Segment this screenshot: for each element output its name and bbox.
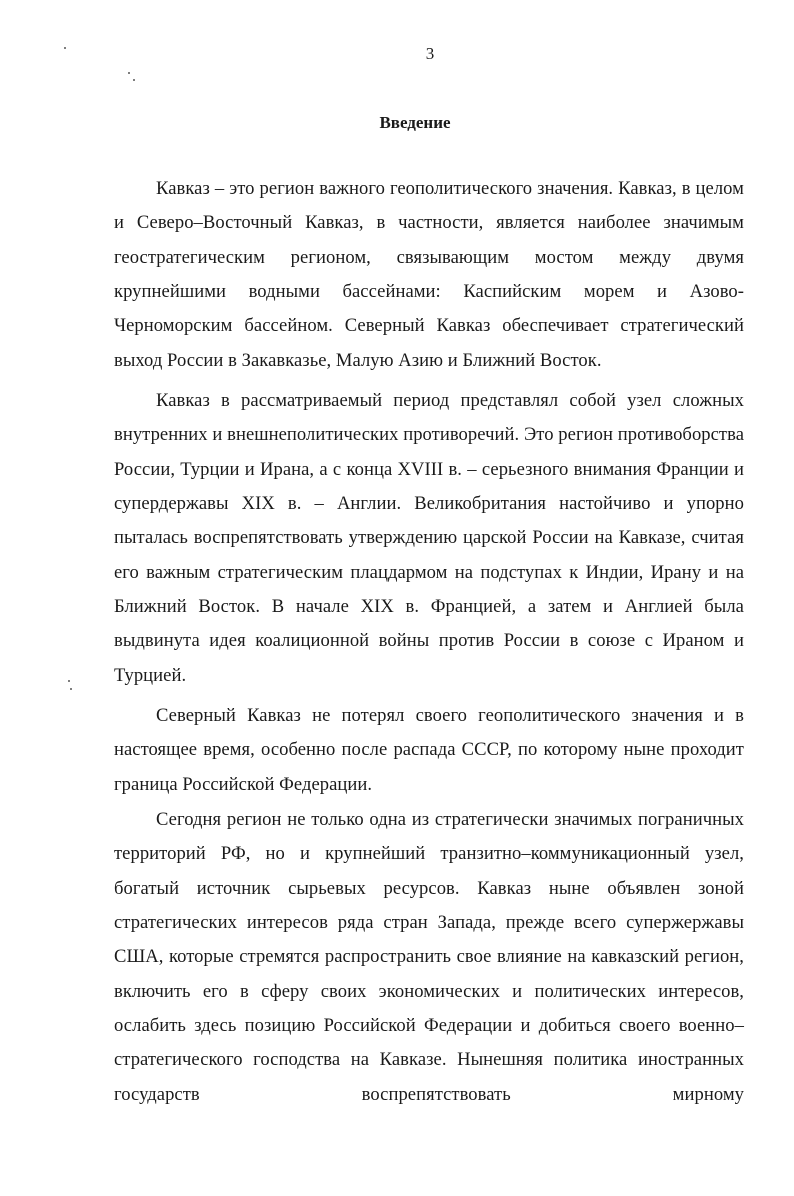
paragraph-1: Кавказ – это регион важного геополитического значения. Кавказ, в целом и Северо–Восточный Кавказ, в частности, является наиболее значимым геостратегическим регионом, связывающим мостом между двумя крупнейшими водными бассейнами: Каспийским морем и Азово-Черноморским бассейном. Северный Кавказ обеспечивает стратегический выход России в Закавказье, Малую Азию и Ближний Восток. [114, 178, 744, 371]
page-number: 3 [425, 44, 435, 63]
page-title: Введение [379, 113, 451, 132]
paragraph-4: Сегодня регион не только одна из стратегически значимых пограничных территорий РФ, но и крупнейший транзитно–коммуникационный узел, богатый источник сырьевых ресурсов. Кавказ ныне объявлен зоной стратегических интересов ряда стран Запада, прежде всего супержержавы США, которые стремятся распространить свое влияние на кавказский регион, включить его в сферу своих экономических и политических интересов, ослабить здесь позицию Российской Федерации и добиться своего военно–стратегического господства на Кавказе. Нынешняя политика иностранных государств воспрепятствовать мирному [114, 809, 744, 1105]
scan-speck [133, 79, 135, 81]
scan-speck [128, 72, 130, 74]
paragraph-2: Кавказ в рассматриваемый период представлял собой узел сложных внутренних и внешнеполитических противоречий. Это регион противоборства России, Турции и Ирана, а с конца XVIII в. – серьезного внимания Франции и супердержавы XIX в. – Англии. Великобритания настойчиво и упорно пыталась воспрепятствовать утверждению царской России на Кавказе, считая его важным стратегическим плацдармом на подступах к Индии, Ирану и на Ближний Восток. В начале XIX в. Францией, а затем и Англией была выдвинута идея коалиционной войны против России в союзе с Ираном и Турцией. [114, 390, 744, 686]
paragraph-3: Северный Кавказ не потерял своего геополитического значения и в настоящее время, особенно после распада СССР, по которому ныне проходит граница Российской Федерации. [114, 705, 744, 795]
scan-speck [70, 688, 72, 690]
scan-speck [64, 47, 66, 49]
scan-speck [68, 680, 70, 682]
